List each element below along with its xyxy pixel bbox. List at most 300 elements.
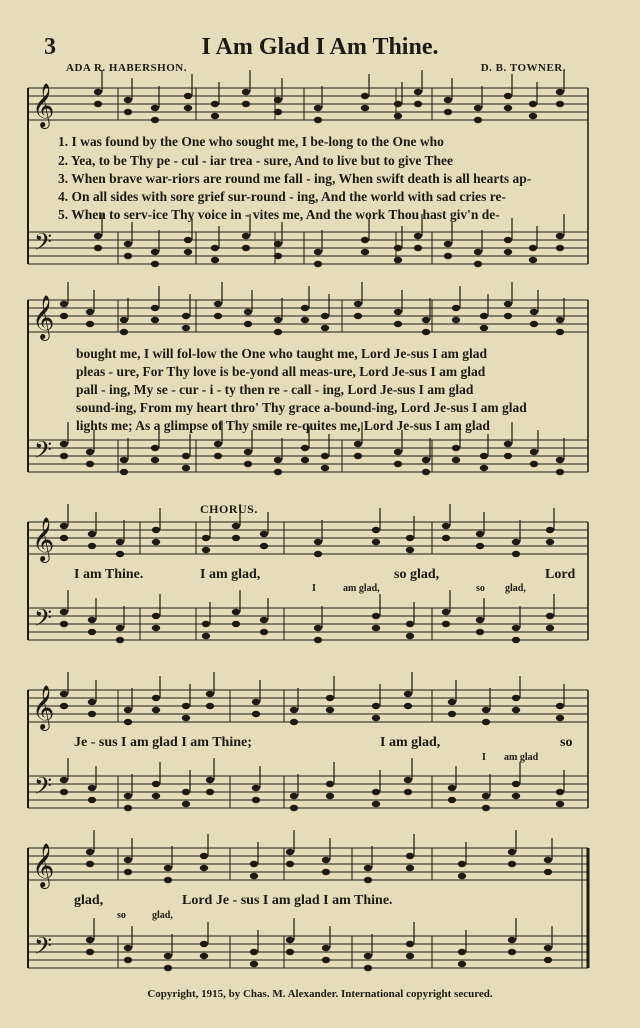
verse-5-line-2: lights me; As a glimpse of Thy smile re-quites me, Lord Je-sus I am glad bbox=[76, 418, 490, 433]
note-head bbox=[448, 699, 456, 705]
verse-2-line-1: 2. Yea, to be Thy pe - cul - iar trea - sure, And to live but to give Thee bbox=[58, 153, 453, 168]
note-head bbox=[60, 621, 68, 627]
note-head bbox=[442, 609, 450, 615]
note-head bbox=[476, 543, 484, 549]
note-head bbox=[372, 715, 380, 721]
note-head bbox=[94, 101, 102, 107]
note-head bbox=[86, 309, 94, 315]
note-head bbox=[364, 953, 372, 959]
note-head bbox=[88, 711, 96, 717]
chorus-word: I am glad, bbox=[380, 735, 441, 750]
note-head bbox=[202, 621, 210, 627]
note-head bbox=[86, 949, 94, 955]
note-head bbox=[274, 109, 282, 115]
note-head bbox=[508, 861, 516, 867]
note-head bbox=[354, 301, 362, 307]
note-head bbox=[314, 261, 322, 267]
note-head bbox=[182, 453, 190, 459]
note-head bbox=[372, 789, 380, 795]
note-head bbox=[242, 245, 250, 251]
note-head bbox=[124, 957, 132, 963]
note-head bbox=[182, 465, 190, 471]
note-head bbox=[86, 321, 94, 327]
note-head bbox=[321, 465, 329, 471]
note-head bbox=[290, 707, 298, 713]
note-head bbox=[124, 857, 132, 863]
note-head bbox=[152, 625, 160, 631]
note-head bbox=[504, 453, 512, 459]
note-head bbox=[556, 715, 564, 721]
note-head bbox=[88, 543, 96, 549]
note-head bbox=[274, 241, 282, 247]
note-head bbox=[88, 617, 96, 623]
note-head bbox=[448, 797, 456, 803]
verse-3-line-1: 3. When brave war-riors are round me fall - ing, When swift death is all hearts ap- bbox=[58, 171, 532, 186]
note-head bbox=[530, 321, 538, 327]
note-head bbox=[361, 237, 369, 243]
note-head bbox=[88, 629, 96, 635]
note-head bbox=[60, 535, 68, 541]
note-head bbox=[184, 249, 192, 255]
note-head bbox=[152, 793, 160, 799]
chorus-word: glad, bbox=[74, 893, 104, 908]
note-head bbox=[504, 301, 512, 307]
note-head bbox=[314, 249, 322, 255]
note-head bbox=[422, 329, 430, 335]
note-head bbox=[394, 257, 402, 263]
note-head bbox=[482, 805, 490, 811]
note-head bbox=[214, 441, 222, 447]
verse-5-line-1: 5. When to serv-ice Thy voice in - vites me, And the work Thou hast giv'n de- bbox=[58, 207, 500, 222]
note-head bbox=[301, 317, 309, 323]
note-head bbox=[458, 861, 466, 867]
note-head bbox=[151, 445, 159, 451]
note-head bbox=[372, 539, 380, 545]
note-head bbox=[476, 531, 484, 537]
note-head bbox=[354, 313, 362, 319]
note-head bbox=[124, 945, 132, 951]
note-head bbox=[364, 965, 372, 971]
note-head bbox=[372, 703, 380, 709]
note-head bbox=[60, 703, 68, 709]
note-head bbox=[232, 609, 240, 615]
note-head bbox=[301, 457, 309, 463]
hymn-number: 3 bbox=[44, 34, 56, 60]
note-head bbox=[290, 793, 298, 799]
note-head bbox=[512, 781, 520, 787]
author-credit: ADA R. HABERSHON. bbox=[66, 62, 187, 74]
note-head bbox=[88, 699, 96, 705]
clef-icon: 𝄞 bbox=[32, 517, 55, 561]
note-head bbox=[556, 801, 564, 807]
note-head bbox=[151, 261, 159, 267]
note-head bbox=[211, 257, 219, 263]
note-head bbox=[314, 625, 322, 631]
note-head bbox=[322, 869, 330, 875]
note-head bbox=[394, 321, 402, 327]
chorus-word: Lord Je - sus I am glad I am Thine. bbox=[182, 893, 393, 908]
note-head bbox=[444, 253, 452, 259]
note-head bbox=[556, 317, 564, 323]
note-head bbox=[474, 261, 482, 267]
note-head bbox=[458, 949, 466, 955]
note-head bbox=[120, 457, 128, 463]
note-head bbox=[394, 101, 402, 107]
note-head bbox=[252, 785, 260, 791]
note-head bbox=[529, 245, 537, 251]
note-head bbox=[361, 249, 369, 255]
note-head bbox=[326, 793, 334, 799]
note-head bbox=[546, 613, 554, 619]
note-head bbox=[202, 535, 210, 541]
note-head bbox=[182, 789, 190, 795]
note-head bbox=[556, 329, 564, 335]
note-head bbox=[214, 301, 222, 307]
note-head bbox=[88, 797, 96, 803]
note-head bbox=[206, 703, 214, 709]
note-head bbox=[152, 781, 160, 787]
note-head bbox=[372, 801, 380, 807]
note-head bbox=[321, 325, 329, 331]
bass-echo: glad, bbox=[505, 583, 526, 594]
note-head bbox=[124, 241, 132, 247]
note-head bbox=[94, 245, 102, 251]
note-head bbox=[250, 873, 258, 879]
note-head bbox=[314, 117, 322, 123]
note-head bbox=[274, 329, 282, 335]
note-head bbox=[88, 785, 96, 791]
note-head bbox=[120, 469, 128, 475]
note-head bbox=[164, 877, 172, 883]
note-head bbox=[546, 527, 554, 533]
note-head bbox=[200, 853, 208, 859]
note-head bbox=[482, 719, 490, 725]
note-head bbox=[444, 241, 452, 247]
note-head bbox=[544, 869, 552, 875]
note-head bbox=[152, 613, 160, 619]
note-head bbox=[86, 449, 94, 455]
note-head bbox=[504, 249, 512, 255]
note-head bbox=[414, 233, 422, 239]
note-head bbox=[286, 937, 294, 943]
note-head bbox=[394, 461, 402, 467]
note-head bbox=[274, 469, 282, 475]
note-head bbox=[214, 313, 222, 319]
note-head bbox=[60, 523, 68, 529]
note-head bbox=[544, 945, 552, 951]
note-head bbox=[556, 469, 564, 475]
note-head bbox=[250, 949, 258, 955]
note-head bbox=[152, 527, 160, 533]
note-head bbox=[124, 97, 132, 103]
note-head bbox=[322, 857, 330, 863]
note-head bbox=[406, 535, 414, 541]
note-head bbox=[474, 117, 482, 123]
note-head bbox=[480, 313, 488, 319]
note-head bbox=[202, 547, 210, 553]
note-head bbox=[120, 329, 128, 335]
note-head bbox=[442, 535, 450, 541]
note-head bbox=[361, 105, 369, 111]
note-head bbox=[164, 865, 172, 871]
note-head bbox=[452, 317, 460, 323]
note-head bbox=[260, 629, 268, 635]
verse-4-line-2: sound-ing, From my heart thro' Thy grace a-bound-ing, Lord Je-sus I am glad bbox=[76, 400, 527, 415]
verse-4-line-1: 4. On all sides with sore grief sur-round - ing, And the world with sad cries re- bbox=[58, 189, 507, 204]
note-head bbox=[354, 441, 362, 447]
note-head bbox=[530, 449, 538, 455]
note-head bbox=[151, 249, 159, 255]
clef-icon: 𝄢 bbox=[34, 228, 53, 261]
note-head bbox=[60, 789, 68, 795]
note-head bbox=[476, 617, 484, 623]
composer-credit: D. B. TOWNER. bbox=[480, 62, 566, 74]
note-head bbox=[544, 857, 552, 863]
note-head bbox=[200, 941, 208, 947]
note-head bbox=[326, 781, 334, 787]
note-head bbox=[164, 953, 172, 959]
note-head bbox=[86, 461, 94, 467]
clef-icon: 𝄢 bbox=[34, 436, 53, 469]
note-head bbox=[444, 97, 452, 103]
note-head bbox=[301, 305, 309, 311]
note-head bbox=[512, 539, 520, 545]
note-head bbox=[406, 633, 414, 639]
note-head bbox=[200, 953, 208, 959]
note-head bbox=[504, 313, 512, 319]
note-head bbox=[182, 715, 190, 721]
note-head bbox=[182, 325, 190, 331]
note-head bbox=[124, 109, 132, 115]
clef-icon: 𝄞 bbox=[32, 685, 55, 729]
chorus-word: Je - sus I am glad I am Thine; bbox=[74, 735, 252, 750]
note-head bbox=[290, 805, 298, 811]
note-head bbox=[512, 707, 520, 713]
note-head bbox=[184, 237, 192, 243]
note-head bbox=[206, 777, 214, 783]
note-head bbox=[116, 625, 124, 631]
note-head bbox=[274, 317, 282, 323]
note-head bbox=[182, 313, 190, 319]
note-head bbox=[512, 637, 520, 643]
note-head bbox=[152, 539, 160, 545]
note-head bbox=[372, 613, 380, 619]
note-head bbox=[250, 961, 258, 967]
note-head bbox=[242, 233, 250, 239]
note-head bbox=[86, 937, 94, 943]
note-head bbox=[184, 105, 192, 111]
note-head bbox=[326, 695, 334, 701]
note-head bbox=[482, 793, 490, 799]
note-head bbox=[206, 691, 214, 697]
note-head bbox=[556, 101, 564, 107]
note-head bbox=[151, 117, 159, 123]
note-head bbox=[151, 105, 159, 111]
note-head bbox=[512, 551, 520, 557]
verse-1-line-2: bought me, I will fol-low the One who taught me, Lord Je-sus I am glad bbox=[76, 346, 488, 361]
note-head bbox=[252, 711, 260, 717]
note-head bbox=[406, 621, 414, 627]
note-head bbox=[164, 965, 172, 971]
note-head bbox=[124, 719, 132, 725]
clef-icon: 𝄞 bbox=[32, 295, 55, 339]
note-head bbox=[404, 777, 412, 783]
note-head bbox=[60, 441, 68, 447]
note-head bbox=[60, 301, 68, 307]
bass-echo: so bbox=[476, 583, 485, 594]
note-head bbox=[504, 441, 512, 447]
note-head bbox=[244, 321, 252, 327]
note-head bbox=[260, 617, 268, 623]
note-head bbox=[406, 953, 414, 959]
note-head bbox=[151, 317, 159, 323]
note-head bbox=[260, 543, 268, 549]
note-head bbox=[452, 457, 460, 463]
note-head bbox=[182, 801, 190, 807]
note-head bbox=[406, 865, 414, 871]
note-head bbox=[476, 629, 484, 635]
note-head bbox=[394, 113, 402, 119]
note-head bbox=[286, 849, 294, 855]
bass-echo: glad, bbox=[152, 910, 173, 921]
note-head bbox=[232, 535, 240, 541]
note-head bbox=[274, 97, 282, 103]
note-head bbox=[556, 89, 564, 95]
chorus-word: so glad, bbox=[394, 567, 440, 582]
note-head bbox=[250, 861, 258, 867]
note-head bbox=[290, 719, 298, 725]
note-head bbox=[124, 253, 132, 259]
note-head bbox=[120, 317, 128, 323]
note-head bbox=[211, 113, 219, 119]
note-head bbox=[530, 309, 538, 315]
note-head bbox=[124, 707, 132, 713]
note-head bbox=[86, 861, 94, 867]
note-head bbox=[116, 551, 124, 557]
note-head bbox=[364, 865, 372, 871]
hymn-title: I Am Glad I Am Thine. bbox=[201, 34, 439, 60]
note-head bbox=[442, 523, 450, 529]
note-head bbox=[244, 309, 252, 315]
chorus-word: so bbox=[560, 735, 573, 750]
note-head bbox=[480, 325, 488, 331]
note-head bbox=[354, 453, 362, 459]
chorus-word: I am glad, bbox=[200, 567, 261, 582]
note-head bbox=[151, 305, 159, 311]
note-head bbox=[116, 539, 124, 545]
note-head bbox=[211, 101, 219, 107]
note-head bbox=[361, 93, 369, 99]
note-head bbox=[404, 691, 412, 697]
note-head bbox=[252, 699, 260, 705]
copyright-notice: Copyright, 1915, by Chas. M. Alexander. International copyright secured. bbox=[147, 988, 493, 1000]
note-head bbox=[232, 523, 240, 529]
note-head bbox=[321, 453, 329, 459]
note-head bbox=[406, 941, 414, 947]
clef-icon: 𝄢 bbox=[34, 772, 53, 805]
note-head bbox=[482, 707, 490, 713]
note-head bbox=[512, 625, 520, 631]
note-head bbox=[404, 789, 412, 795]
note-head bbox=[286, 949, 294, 955]
note-head bbox=[448, 711, 456, 717]
note-head bbox=[124, 805, 132, 811]
note-head bbox=[394, 449, 402, 455]
note-head bbox=[322, 957, 330, 963]
note-head bbox=[458, 961, 466, 967]
note-head bbox=[414, 89, 422, 95]
note-head bbox=[260, 531, 268, 537]
bass-echo: I bbox=[482, 752, 486, 763]
note-head bbox=[321, 313, 329, 319]
note-head bbox=[94, 89, 102, 95]
note-head bbox=[394, 309, 402, 315]
note-head bbox=[86, 849, 94, 855]
note-head bbox=[252, 797, 260, 803]
note-head bbox=[152, 695, 160, 701]
note-head bbox=[274, 253, 282, 259]
chorus-word: I am Thine. bbox=[74, 567, 144, 582]
note-head bbox=[60, 609, 68, 615]
chorus-label: CHORUS. bbox=[200, 502, 258, 516]
note-head bbox=[286, 861, 294, 867]
bass-echo: am glad, bbox=[343, 583, 380, 594]
note-head bbox=[444, 109, 452, 115]
note-head bbox=[314, 637, 322, 643]
note-head bbox=[322, 945, 330, 951]
note-head bbox=[530, 461, 538, 467]
note-head bbox=[124, 793, 132, 799]
note-head bbox=[60, 313, 68, 319]
note-head bbox=[94, 233, 102, 239]
note-head bbox=[152, 707, 160, 713]
note-head bbox=[458, 873, 466, 879]
note-head bbox=[556, 457, 564, 463]
note-head bbox=[448, 785, 456, 791]
note-head bbox=[504, 237, 512, 243]
note-head bbox=[504, 105, 512, 111]
note-head bbox=[406, 547, 414, 553]
note-head bbox=[314, 539, 322, 545]
note-head bbox=[88, 531, 96, 537]
note-head bbox=[60, 453, 68, 459]
note-head bbox=[116, 637, 124, 643]
bass-echo: so bbox=[117, 910, 126, 921]
note-head bbox=[529, 257, 537, 263]
clef-icon: 𝄞 bbox=[32, 843, 55, 887]
note-head bbox=[512, 793, 520, 799]
note-head bbox=[242, 101, 250, 107]
note-head bbox=[452, 445, 460, 451]
note-head bbox=[556, 233, 564, 239]
note-head bbox=[474, 249, 482, 255]
note-head bbox=[60, 777, 68, 783]
note-head bbox=[529, 113, 537, 119]
note-head bbox=[546, 625, 554, 631]
note-head bbox=[211, 245, 219, 251]
chorus-word: Lord bbox=[545, 567, 576, 582]
note-head bbox=[422, 469, 430, 475]
note-head bbox=[422, 457, 430, 463]
note-head bbox=[556, 245, 564, 251]
note-head bbox=[504, 93, 512, 99]
verse-3-line-2: pall - ing, My se - cur - i - ty then re - call - ing, Lord Je-sus I am glad bbox=[76, 382, 474, 397]
note-head bbox=[508, 849, 516, 855]
note-head bbox=[151, 457, 159, 463]
note-head bbox=[214, 453, 222, 459]
note-head bbox=[414, 101, 422, 107]
note-head bbox=[232, 621, 240, 627]
